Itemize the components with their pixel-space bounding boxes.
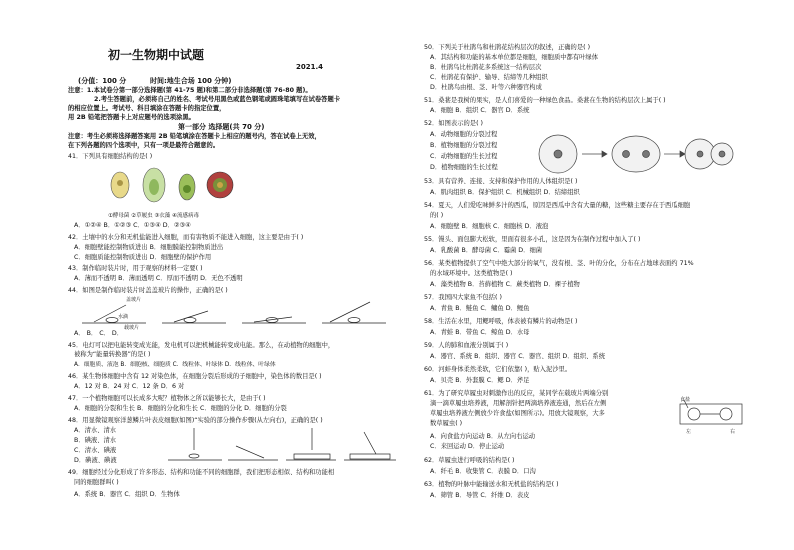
cover-slip-label: 盖玻片 xyxy=(126,297,142,303)
question-53: 53．具有营养、连接、支持和保护作用的人体组织是( ) xyxy=(424,178,578,185)
question-60: 60．河蚌身体柔然柔软，它们依靠( )，贴入泥沙里。 xyxy=(424,366,572,373)
question-45: 45．电灯可以把电能转变成光能，发电机可以把机械能转变成电能。那么，在动植物的细胞中， xyxy=(68,342,335,349)
question-56: 56．某类植物提供了空气中绝大部分的氧气，没有根、茎、叶的分化，分布在占地球表面约 71% xyxy=(424,260,694,267)
q52-option-b: B．植物细胞的分裂过程 xyxy=(430,142,498,149)
q46-options: A．12 对 B．24 对 C．12 条 D．6 对 xyxy=(74,383,185,390)
question-56-cont: 的水域环境中。这类植物是( ) xyxy=(430,270,513,277)
note-line: 2.考生答题前，必须将自己的姓名、考试号用黑色或蓝色钢笔或圆珠笔填写在试卷答题卡 xyxy=(94,96,341,103)
q60-options: A．贝壳 B．外套膜 C．鳃 D．斧足 xyxy=(430,377,530,384)
q58-options: A．青蛙 B．带鱼 C．鲸鱼 D．水母 xyxy=(430,329,530,336)
q42-options-cd: C．细胞质能控制物质进出 D．细胞壁的保护作用 xyxy=(74,254,212,261)
question-49: 49．细胞经过分化形成了许多形态、结构和功能不同的细胞群，我们把形态相似、结构和功能相 xyxy=(68,469,335,476)
q61-options-cd: C．来回运动 D．停止运动 xyxy=(430,443,505,450)
q48-option-c: C．清水、碘液 xyxy=(74,447,117,454)
q50-option-c: C．杜鹃花有保护、输导、结缔等几种组织 xyxy=(430,74,548,81)
q56-options: A．藻类植物 B．苔藓植物 C．蕨类植物 D．裸子植物 xyxy=(430,281,580,288)
note-line: 用 2B 铅笔把答题卡上对应题号的选项涂黑。 xyxy=(68,114,195,121)
q44-options: A． B． C． D． xyxy=(74,330,124,337)
q47-options: A．细胞的分裂和生长 B．细胞的分化和生长 C．细胞的分化 D．细胞的分裂 xyxy=(74,405,287,412)
question-48: 48．用显微镜观察洋葱鳞片叶表皮细胞(如图)“实验的部分操作步骤(从左向右)，正确的是( ) xyxy=(68,417,323,424)
q50-option-a: A．其结构和功能的基本单位都是细胞，细胞质中都有叶绿体 xyxy=(430,54,599,61)
slide-label: 载玻片 xyxy=(124,325,140,331)
q55-options: A．乳酸菌 B．酵母菌 C．霉菌 D．细菌 xyxy=(430,247,543,254)
q52-option-a: A．动物细胞的分裂过程 xyxy=(430,131,498,138)
question-59: 59．人的肺和血液分别属于( ) xyxy=(424,342,509,349)
q45-options: A．细胞质、液泡 B．细胞核、细胞质 C．线粒体、叶绿体 D．线粒体、叶绿体 xyxy=(74,362,276,368)
q53-options: A．肌肉组织 B．保护组织 C．机械组织 D．结缔组织 xyxy=(430,189,580,196)
question-50: 50．下列关于杜鹃鸟和杜鹃花结构层次的叙述，正确的是( ) xyxy=(424,44,591,51)
q52-option-d: D．植物细胞的生长过程 xyxy=(430,164,498,171)
question-61-cont: 数草履虫( ) xyxy=(430,420,463,427)
q48-option-d: D．碘液、碘液 xyxy=(74,457,117,464)
note-line: 的相应位置上。考试号、科目填涂在答题卡的指定位置， xyxy=(68,105,226,112)
q54-options: A．细胞壁 B．细胞核 C．细胞核 D．液泡 xyxy=(430,223,549,230)
question-46: 46．某生物体细胞中含有 12 对染色体，在细胞分裂后形成的子细胞中，染色体的数目是( ) xyxy=(68,373,322,380)
salt-label: 食盐 xyxy=(680,397,691,403)
q41-figure xyxy=(108,163,238,211)
note-line: 注意：1.本试卷分第一部分选择题(第 41-75 题)和第二部分非选择题(第 76-80 题)。 xyxy=(68,87,312,94)
note-line: 在下列各题的四个选项中，只有一项是最符合题意的。 xyxy=(68,142,220,149)
q43-options: A．薄而不透明 B．薄而透明 C．厚而不透明 D．无色不透明 xyxy=(74,275,243,282)
question-61-cont: 滴一滴草履虫培养液，用解剖针把两滴培养液连通，然后在左侧 xyxy=(430,400,607,407)
q52-option-c: C．动物细胞的生长过程 xyxy=(430,153,498,160)
q63-options: A．筛管 B．导管 C．纤维 D．表皮 xyxy=(430,492,530,499)
question-55: 55．馒头、面包膨大松软，里面有很多小孔，这是因为在制作过程中加入了( ) xyxy=(424,236,641,243)
question-45-cont: 被称为“能量转换器”的是( ) xyxy=(74,351,151,358)
q41-captions: ①酵母菌 ②草履虫 ③衣藻 ④流感病毒 xyxy=(108,213,199,219)
question-62: 62．草履虫进行呼吸的结构是( ) xyxy=(424,457,515,464)
q50-option-b: B．杜鹃鸟比杜鹃花多系统这一结构层次 xyxy=(430,64,542,71)
note-line: 注意：考生必须将选择题答案用 2B 铅笔填涂在答题卡上相应的题号内，答在试卷上无效， xyxy=(68,133,321,140)
score-info: (分值：100 分 xyxy=(78,77,127,85)
question-58: 58．生活在水里，用鳃呼吸，体表被有鳞片的动物是( ) xyxy=(424,318,578,325)
exam-date: 2021.4 xyxy=(296,63,324,71)
q51-options: A．细胞 B．组织 C．器官 D．系统 xyxy=(430,107,530,114)
question-41: 41．下列具有细胞结构的是( ) xyxy=(68,153,153,160)
q49-options: A．系统 B．器官 C．组织 D．生物体 xyxy=(74,491,180,498)
q61-options-ab: A．向食盐方向运动 B．从左向右运动 xyxy=(430,433,536,440)
question-44: 44．如图是制作临时装片时盖盖玻片的操作，正确的是( ) xyxy=(68,287,228,294)
water-drop-label: 水滴 xyxy=(118,314,129,320)
question-57: 57．我国四大家鱼不包括( ) xyxy=(424,294,502,301)
question-63: 63．植物的叶脉中能输送水和无机盐的结构是( ) xyxy=(424,481,559,488)
question-54: 54．夏天，人们爱吃味鲜多汁的西瓜，原因是西瓜中含有大量的糖，这些糖主要存在于西瓜细胞 xyxy=(424,202,691,209)
page-title: 初一生物期中试题 xyxy=(108,48,205,62)
section-heading: 第一部分 选择题(共 70 分) xyxy=(178,123,265,131)
question-61-cont: 草履虫培养液左侧放少许食盐(如图所示)。用放大镜观察，大多 xyxy=(430,410,605,417)
right-label: 右 xyxy=(730,429,736,435)
question-42: 42．土壤中的水分和无机盐能进入细胞，而有害物质不能进入细胞，这主要是由于( ) xyxy=(68,234,304,241)
q59-options: A．器官、系统 B．组织、器官 C．器官、组织 D．组织、系统 xyxy=(430,353,606,360)
q42-options-ab: A．细胞壁能控制物质进出 B．细胞膜能控制物质进出 xyxy=(74,244,224,251)
time-info: 时间:地生合场 100 分钟) xyxy=(150,77,232,85)
question-49-cont: 同的细胞群叫( ) xyxy=(74,479,119,486)
q50-option-d: D．杜鹃鸟由根、茎、叶等六种器官构成 xyxy=(430,84,542,91)
q48-option-a: A．清水、清水 xyxy=(74,427,117,434)
question-43: 43．制作临时装片时，用于观察的材料一定要( ) xyxy=(68,265,203,272)
question-47: 47．一个植物细胞可以长成多大呢？植物体之所以能够长大，是由于( ) xyxy=(68,395,266,402)
question-61: 61．为了研究草履虫对刺激作出的反应，某同学在载玻片两端分别 xyxy=(424,390,609,397)
q48-figure xyxy=(164,424,400,468)
question-51: 51．桑葚是我树的果实，是人们喜爱的一种绿色食品。桑葚在生物的结构层次上属于( ) xyxy=(424,97,666,104)
q52-figure xyxy=(536,131,734,177)
question-54-cont: 的( ) xyxy=(430,212,444,219)
q48-option-b: B．碘液、清水 xyxy=(74,437,117,444)
q62-options: A．纤毛 B．收集管 C．表膜 D．口沟 xyxy=(430,468,536,475)
left-label: 左 xyxy=(686,429,692,435)
q41-options: A．①②④ B．①②③ C．①③④ D．②③④ xyxy=(74,222,191,229)
question-52: 52．如图表示的是( ) xyxy=(424,120,484,127)
q57-options: A．青鱼 B．鲢鱼 C．鳙鱼 D．鲤鱼 xyxy=(430,305,530,312)
